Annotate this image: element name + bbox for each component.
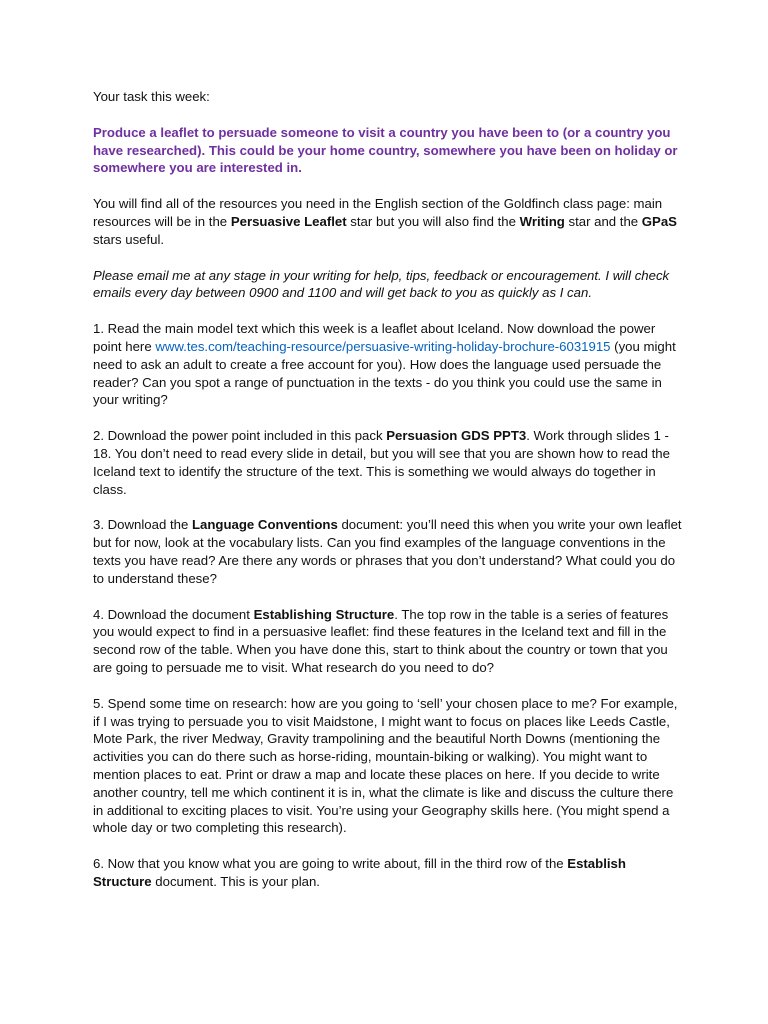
resources-paragraph	[93, 195, 683, 248]
step-2-text-1: 2. Download the power point included in this pack	[93, 428, 387, 444]
persuasive-leaflet-star: Persuasive Leaflet	[230, 213, 347, 229]
task-heading: Your task this week:	[93, 89, 210, 104]
step-3	[93, 516, 683, 587]
step-2	[93, 427, 683, 498]
writing-star: Writing	[519, 213, 565, 229]
resources-text-4: stars useful.	[93, 231, 165, 247]
tes-resource-link[interactable]: www.tes.com/teaching-resource/persuasive-writing-holiday-brochure-6031915	[155, 338, 611, 354]
email-note: Please email me at any stage in your writing for help, tips, feedback or encouragement. I will check emails every day between 0900 and 1100 and will get back to you as quickly as I can.	[93, 267, 670, 301]
step-4-text-2: . The top row in the table is a series of features you would expect to find in a persuasive leaflet: find these features in the Iceland text and fill in the second row of the table. When you have done this, start to think about the country or town that you are going to persuade me to visit. What research do you need to do?	[93, 606, 669, 675]
step-6-text-2: document. This is your plan.	[151, 873, 320, 889]
step-1	[93, 320, 683, 409]
resources-text-2: star but you will also find the	[346, 213, 520, 229]
establishing-structure-doc: Establishing Structure	[253, 606, 395, 622]
step-3-text-2: document: you’ll need this when you write your own leaflet but for now, look at the vocabulary lists. Can you find examples of the language conventions in the texts you have read? Are there any words or phrases that you don’t understand? What could you do to understand these?	[93, 517, 682, 586]
step-1-text-1: 1. Read the main model text which this week is a leaflet about Iceland. Now download the power point here	[93, 321, 656, 354]
language-conventions-doc: Language Conventions	[191, 517, 338, 533]
step-4-text-1: 4. Download the document	[93, 606, 254, 622]
persuasion-gds-ppt3: Persuasion GDS PPT3	[386, 428, 527, 444]
step-6	[93, 855, 683, 891]
resources-text-3: star and the	[564, 213, 642, 229]
step-1-text-2: (you might need to ask an adult to create a free account for you). How does the language used persuade the reader? Can you spot a range of punctuation in the texts - do you think you could use the same in your writing?	[93, 338, 676, 408]
task-description: Produce a leaflet to persuade someone to visit a country you have been to (or a country you have researched). This could be your home country, somewhere you have been on holiday or somewhere you are interested in.	[93, 124, 678, 176]
step-6-text-1: 6. Now that you know what you are going to write about, fill in the third row of the	[93, 856, 568, 872]
establish-structure-doc: Establish Structure	[93, 856, 626, 889]
document-body	[93, 88, 683, 909]
step-5: 5. Spend some time on research: how are you going to ‘sell’ your chosen place to me? For example, if I was trying to persuade you to visit Maidstone, I might want to focus on places like Leeds Castle, Mote Park, the river Medway, Gravity trampolining and the beautiful North Downs (mentioning the activities you can do there such as horse-riding, mountain-biking or walking). You might want to mention places to eat. Print or draw a map and locate these places on here. If you decide to write another country, tell me which continent it is in, what the climate is like and discuss the culture there in additional to exciting places to visit. You’re using your Geography skills here. (You might spend a whole day or two completing this research).	[93, 695, 678, 836]
gpas-star: GPaS	[641, 213, 677, 229]
resources-text-1: You will find all of the resources you need in the English section of the Goldfinch class page: main resources will be in the	[93, 196, 663, 229]
step-4	[93, 606, 683, 677]
step-2-text-2: . Work through slides 1 - 18. You don’t need to read every slide in detail, but you will see that you are shown how to read the Iceland text to identify the structure of the text. This is something we would always do together in class.	[93, 428, 670, 497]
step-3-text-1: 3. Download the	[93, 517, 192, 533]
